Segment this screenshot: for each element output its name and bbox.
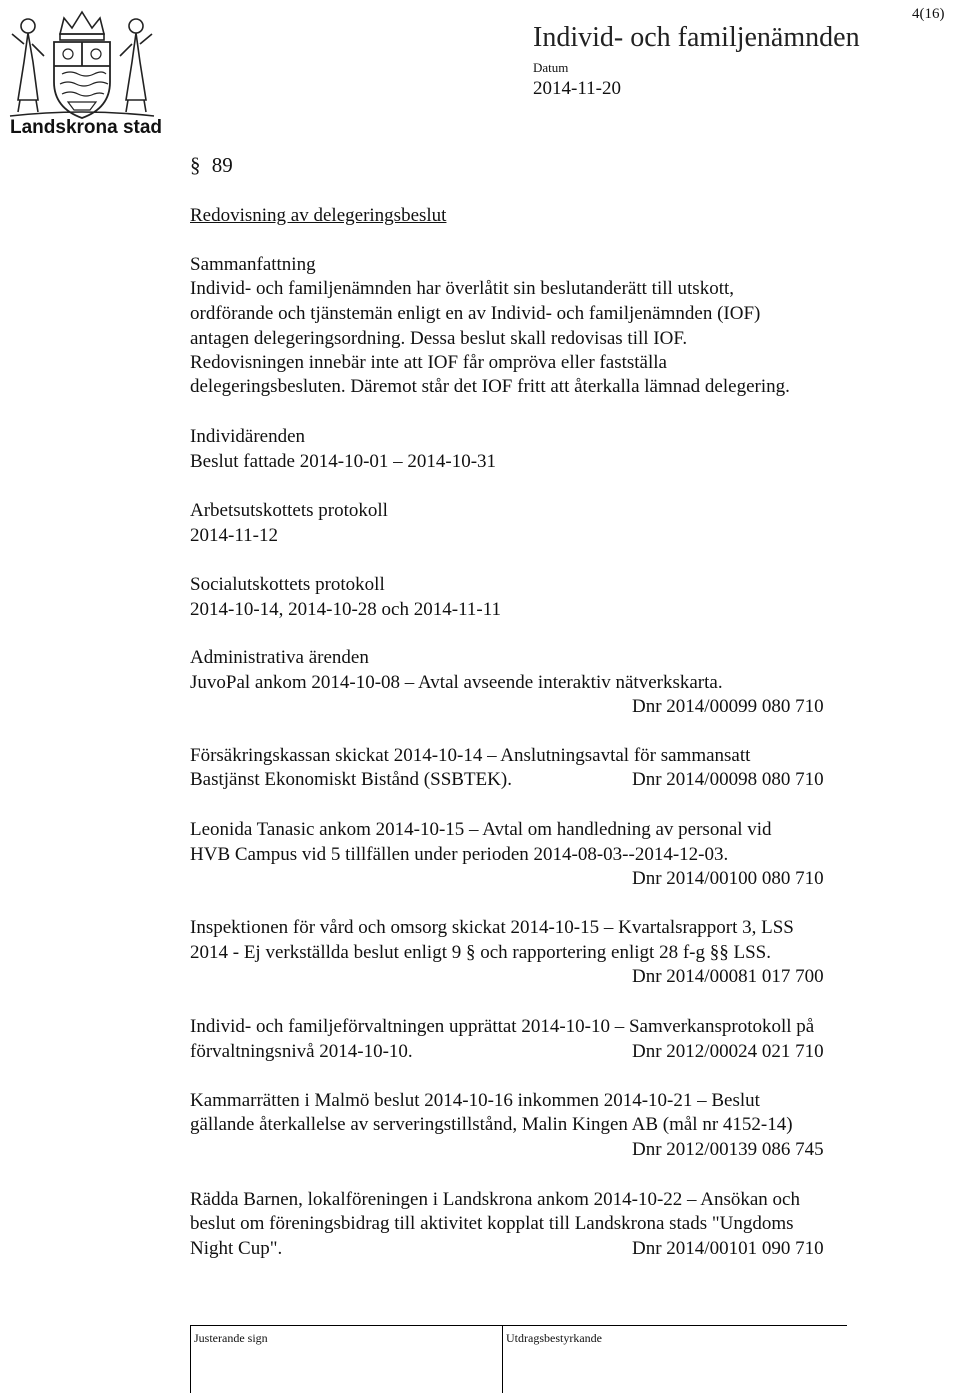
case-line: Leonida Tanasic ankom 2014-10-15 – Avtal om handledning av personal vid xyxy=(190,819,772,840)
case-line: gällande återkallelse av serveringstillstånd, Malin Kingen AB (mål nr 4152-14) xyxy=(190,1114,793,1135)
summary-line: ordförande och tjänstemän enligt en av Individ- och familjenämnden (IOF) xyxy=(190,303,761,324)
logo-wordmark: Landskrona stad xyxy=(10,117,163,138)
document-date: 2014-11-20 xyxy=(533,78,621,99)
summary-heading: Sammanfattning xyxy=(190,254,316,275)
paragraph-sign: § xyxy=(190,153,201,177)
case-line: Inspektionen för vård och omsorg skickat 2014-10-15 – Kvartalsrapport 3, LSS xyxy=(190,917,794,938)
committee-title: Individ- och familjenämnden xyxy=(533,22,860,53)
case-line: förvaltningsnivå 2014-10-10. xyxy=(190,1041,413,1062)
arbetsutskott-heading: Arbetsutskottets protokoll xyxy=(190,500,388,521)
case-line: Kammarrätten i Malmö beslut 2014-10-16 inkommen 2014-10-21 – Beslut xyxy=(190,1090,760,1111)
socialutskott-dates: 2014-10-14, 2014-10-28 och 2014-11-11 xyxy=(190,599,501,620)
case-line: JuvoPal ankom 2014-10-08 – Avtal avseende interaktiv nätverkskarta. xyxy=(190,672,723,693)
administrativa-heading: Administrativa ärenden xyxy=(190,647,369,668)
section-number xyxy=(190,153,233,178)
footer-divider xyxy=(190,1325,191,1393)
case-line: Individ- och familjeförvaltningen upprättat 2014-10-10 – Samverkansprotokoll på xyxy=(190,1016,815,1037)
paragraph-number: 89 xyxy=(211,153,233,177)
summary-line: Individ- och familjenämnden har överlåtit sin beslutanderätt till utskott, xyxy=(190,278,735,299)
individarenden-text: Beslut fattade 2014-10-01 – 2014-10-31 xyxy=(190,451,497,472)
socialutskott-heading: Socialutskottets protokoll xyxy=(190,574,385,595)
section-heading: Redovisning av delegeringsbeslut xyxy=(190,205,447,226)
summary-line: Redovisningen innebär inte att IOF får ompröva eller fastställa xyxy=(190,352,667,373)
case-dnr: Dnr 2014/00098 080 710 xyxy=(632,769,824,790)
case-line: Bastjänst Ekonomiskt Bistånd (SSBTEK). xyxy=(190,769,512,790)
landskrona-logo xyxy=(4,4,163,144)
case-line: 2014 - Ej verkställda beslut enligt 9 § och rapportering enligt 28 f-g §§ LSS. xyxy=(190,942,771,963)
page-number: 4(16) xyxy=(912,6,945,22)
summary-line: antagen delegeringsordning. Dessa beslut skall redovisas till IOF. xyxy=(190,328,688,349)
case-dnr: Dnr 2014/00100 080 710 xyxy=(632,868,824,889)
case-line: Försäkringskassan skickat 2014-10-14 – Anslutningsavtal för sammansatt xyxy=(190,745,751,766)
case-line: Rädda Barnen, lokalföreningen i Landskrona ankom 2014-10-22 – Ansökan och xyxy=(190,1189,800,1210)
case-dnr: Dnr 2014/00081 017 700 xyxy=(632,966,824,987)
footer-divider xyxy=(502,1325,503,1393)
individarenden-heading: Individärenden xyxy=(190,426,306,447)
case-dnr: Dnr 2014/00099 080 710 xyxy=(632,696,824,717)
case-dnr: Dnr 2014/00101 090 710 xyxy=(632,1238,824,1259)
justerande-sign-label: Justerande sign xyxy=(194,1331,268,1345)
footer-rule xyxy=(190,1325,847,1326)
case-line: Night Cup". xyxy=(190,1238,283,1259)
date-label: Datum xyxy=(533,60,569,75)
case-dnr: Dnr 2012/00139 086 745 xyxy=(632,1139,824,1160)
case-line: HVB Campus vid 5 tillfällen under perioden 2014-08-03--2014-12-03. xyxy=(190,844,729,865)
arbetsutskott-date: 2014-11-12 xyxy=(190,525,278,546)
summary-line: delegeringsbesluten. Däremot står det IOF fritt att återkalla lämnad delegering. xyxy=(190,376,790,397)
case-line: beslut om föreningsbidrag till aktivitet kopplat till Landskrona stads "Ungdoms xyxy=(190,1213,794,1234)
utdragsbestyrkande-label: Utdragsbestyrkande xyxy=(506,1331,602,1345)
case-dnr: Dnr 2012/00024 021 710 xyxy=(632,1041,824,1062)
